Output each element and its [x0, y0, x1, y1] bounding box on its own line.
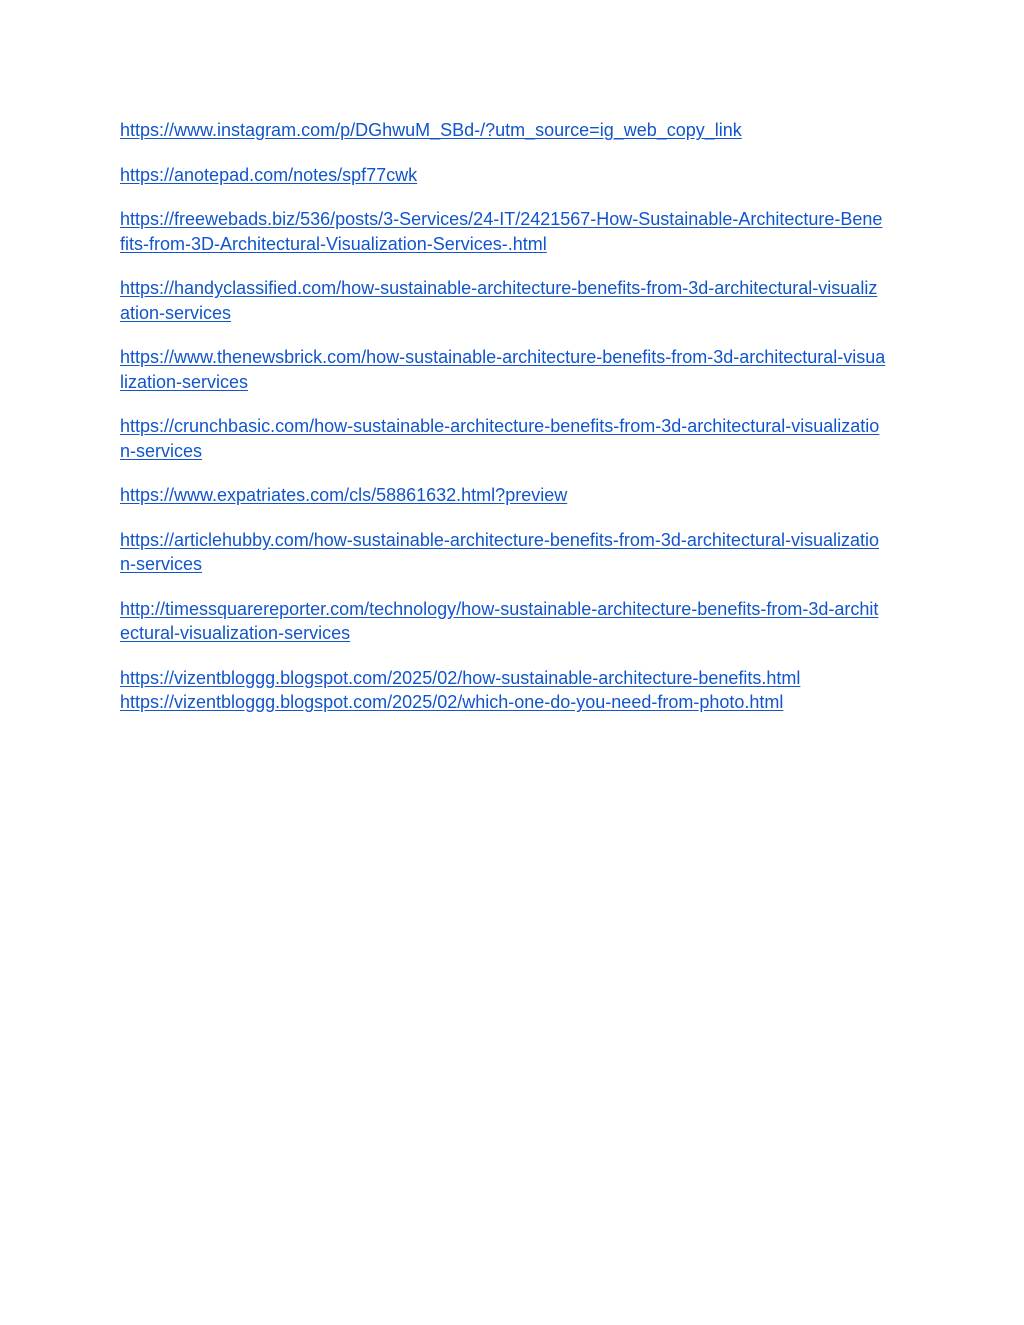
link-paragraph-handyclassified: [120, 276, 905, 325]
link-timessquarereporter-line-1[interactable]: http://timessquarereporter.com/technology/how-sustainable-architecture-benefits-from-3d-archit: [120, 598, 879, 619]
link-expatriates[interactable]: https://www.expatriates.com/cls/58861632.html?preview: [120, 485, 568, 505]
link-paragraph-timessquarereporter: [120, 597, 905, 646]
link-crunchbasic-line-1[interactable]: https://crunchbasic.com/how-sustainable-architecture-benefits-from-3d-architectural-visualizatio: [120, 416, 880, 436]
link-paragraph-thenewsbrick: [120, 345, 905, 394]
link-instagram[interactable]: https://www.instagram.com/p/DGhwuM_SBd-/?utm_source=ig_web_copy_link: [120, 120, 742, 140]
link-articlehubby-line-2[interactable]: n-services: [120, 554, 203, 574]
link-paragraph-vizentbloggg: [120, 666, 905, 715]
link-freewebads-line-2[interactable]: fits-from-3D-Architectural-Visualization-Services-.html: [120, 233, 547, 254]
link-thenewsbrick-line-2[interactable]: lization-services: [120, 371, 249, 392]
link-articlehubby-line-1[interactable]: https://articlehubby.com/how-sustainable-architecture-benefits-from-3d-architectural-visualizatio: [120, 529, 879, 550]
link-paragraph-articlehubby: [120, 528, 905, 577]
link-vizentbloggg-sustainable[interactable]: https://vizentbloggg.blogspot.com/2025/02/how-sustainable-architecture-benefits.html: [120, 667, 801, 688]
link-paragraph-instagram: [120, 118, 905, 143]
document-body: [120, 118, 905, 715]
link-handyclassified-line-1[interactable]: https://handyclassified.com/how-sustainable-architecture-benefits-from-3d-architectural-visualiz: [120, 278, 878, 298]
link-paragraph-anotepad: [120, 163, 905, 188]
link-paragraph-freewebads: [120, 207, 905, 256]
link-handyclassified-line-2[interactable]: ation-services: [120, 302, 232, 323]
link-timessquarereporter-line-2[interactable]: ectural-visualization-services: [120, 623, 351, 643]
link-anotepad[interactable]: https://anotepad.com/notes/spf77cwk: [120, 164, 418, 185]
link-paragraph-expatriates: [120, 483, 905, 508]
link-thenewsbrick-line-1[interactable]: https://www.thenewsbrick.com/how-sustainable-architecture-benefits-from-3d-architectural-visua: [120, 347, 886, 367]
link-freewebads-line-1[interactable]: https://freewebads.biz/536/posts/3-Services/24-IT/2421567-How-Sustainable-Architecture-Bene: [120, 209, 883, 229]
link-paragraph-crunchbasic: [120, 414, 905, 463]
link-crunchbasic-line-2[interactable]: n-services: [120, 440, 203, 461]
link-vizentbloggg-which-one[interactable]: https://vizentbloggg.blogspot.com/2025/02/which-one-do-you-need-from-photo.html: [120, 692, 784, 712]
